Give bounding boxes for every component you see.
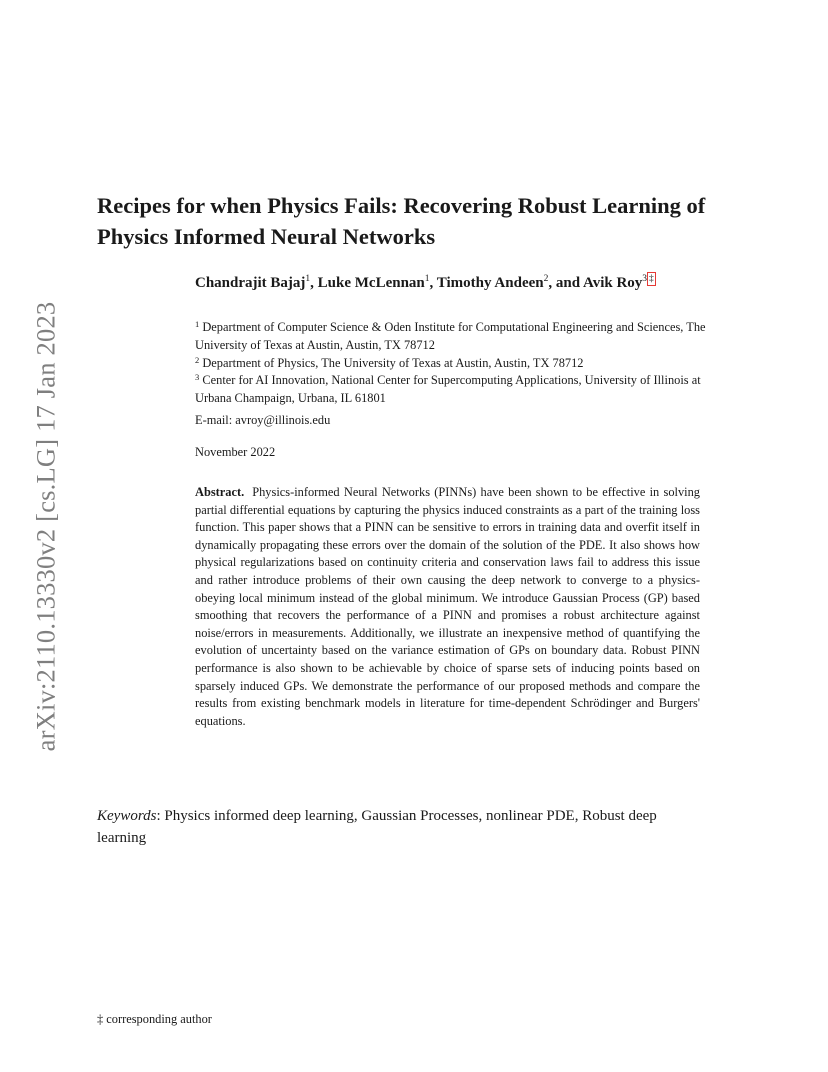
affiliation-text: Center for AI Innovation, National Center for Supercomputing Applications, University of Illinois at Urbana Champaign, Urbana, IL 61801 xyxy=(195,373,701,405)
author-affiliation-mark: 1 xyxy=(424,274,430,284)
abstract xyxy=(195,484,700,730)
footnote: ‡ corresponding author xyxy=(97,1012,212,1026)
author-affiliation-mark: 1 xyxy=(305,274,311,284)
paper-title: Recipes for when Physics Fails: Recovering Robust Learning of Physics Informed Neural Networks xyxy=(97,193,706,249)
author-separator: , xyxy=(429,275,437,291)
arxiv-identifier-text: arXiv:2110.13330v2 [cs.LG] 17 Jan 2023 xyxy=(30,301,61,751)
abstract-label: Abstract. xyxy=(195,485,245,499)
affiliation-number: 2 xyxy=(195,355,200,365)
publication-date: November 2022 xyxy=(195,445,276,459)
author-name: Timothy Andeen xyxy=(436,275,544,291)
author-separator: , and xyxy=(548,275,583,291)
author-separator: , xyxy=(310,275,318,291)
author-list xyxy=(195,271,715,295)
keywords-text: : Physics informed deep learning, Gaussian Processes, nonlinear PDE, Robust deep learning xyxy=(97,808,657,846)
author-affiliation-number: 3 xyxy=(642,274,648,284)
arxiv-identifier xyxy=(24,292,68,760)
author-name: Chandrajit Bajaj xyxy=(195,275,306,291)
affiliation-number: 3 xyxy=(195,372,200,382)
affiliation-number: 1 xyxy=(195,319,200,329)
author-name: Avik Roy xyxy=(582,275,643,291)
keywords-label: Keywords xyxy=(97,808,157,824)
keywords xyxy=(97,805,700,849)
author-affiliation-mark: 2 xyxy=(543,274,549,284)
affiliation-1 xyxy=(195,319,715,354)
affiliation-3 xyxy=(195,372,715,407)
affiliation-2 xyxy=(195,355,715,373)
corresponding-author-link[interactable]: ‡ xyxy=(649,274,654,284)
contact-email: E-mail: avroy@illinois.edu xyxy=(195,413,331,427)
author-affiliation-mark xyxy=(642,274,656,284)
author-name: Luke McLennan xyxy=(317,275,425,291)
abstract-text: Physics-informed Neural Networks (PINNs) have been shown to be effective in solving partial differential equations by capturing the physics induced constraints as a part of the training loss function. This paper shows that a PINN can be sensitive to errors in training data and overfit itself in dynamically propagating these errors over the domain of the solution of the PDE. It also shows how physical regularizations based on continuity criteria and conservation laws fail to address this issue and rather introduce problems of their own causing the deep network to converge to a physics-obeying local minimum instead of the global minimum. We introduce Gaussian Process (GP) based smoothing that recovers the performance of a PINN and promises a robust architecture against noise/errors in measurements. Additionally, we illustrate an inexpensive method of quantifying the evolution of uncertainty based on the variance estimation of GPs on boundary data. Robust PINN performance is also shown to be achievable by choice of sparse sets of inducing points based on sparsely induced GPs. We demonstrate the performance of our proposed methods and compare the results from existing benchmark models in literature for time-dependent Schrödinger and Burgers' equations. xyxy=(195,485,700,728)
affiliation-text: Department of Computer Science & Oden Institute for Computational Engineering and Sciences, The University of Texas at Austin, Austin, TX 78712 xyxy=(195,320,706,352)
affiliation-text: Department of Physics, The University of Texas at Austin, Austin, TX 78712 xyxy=(202,356,584,370)
